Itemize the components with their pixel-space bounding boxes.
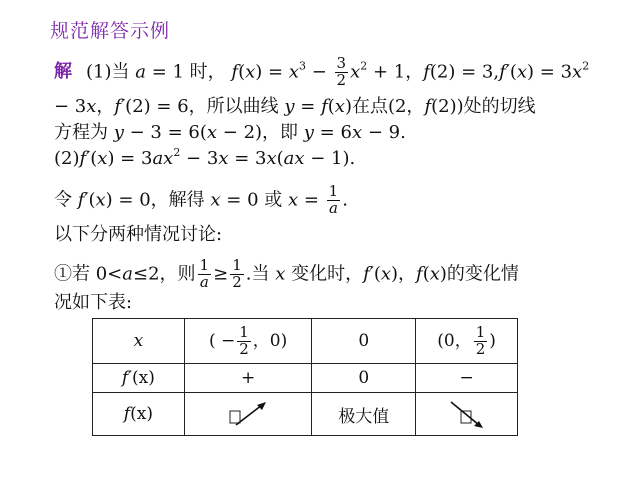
solution-marker: 解 xyxy=(54,61,72,83)
solution-line-6: 以下分两种情况讨论: xyxy=(54,224,223,245)
interval-left: ( − $\frac{1}{2}$ ，0) xyxy=(184,319,312,364)
table-row-x xyxy=(93,319,518,364)
sign-positive: + xyxy=(184,364,312,393)
fraction-one-over-a: $\frac{1}{a}$ xyxy=(199,256,210,291)
fraction-one-half: $\frac{1}{2}$ xyxy=(475,322,486,358)
row-label-x: x xyxy=(93,319,185,364)
solution-line-8: 况如下表: xyxy=(54,292,133,313)
solution-line-7: ①若 0<a≤2，则 $\frac{1}{a}$ ≥ $\frac{1}{2}$ .当 x 变化时，f′(x)，f(x)的变化情 xyxy=(54,256,519,291)
increasing-arrow-icon xyxy=(184,393,312,436)
fraction-one-half: $\frac{1}{2}$ xyxy=(232,256,242,291)
interval-right: (0， $\frac{1}{2}$ ) xyxy=(416,319,518,364)
solution-line-3: 方程为 y − 3 = 6(x − 2)，即 y = 6x − 9. xyxy=(54,122,406,143)
solution-line-5: 令 f′(x) = 0，解得 x = 0 或 x = $\frac{1}{a}$ . xyxy=(54,182,348,217)
fraction-three-halves: $\frac{3}{2}$ xyxy=(336,54,347,89)
solution-line-2: − 3x，f′(2) = 6，所以曲线 y = f(x)在点(2，f(2))处的切线 xyxy=(54,96,536,117)
section-heading: 规范解答示例 xyxy=(50,20,171,42)
local-maximum-label: 极大值 xyxy=(312,393,416,436)
solution-line-1: 解 (1)当 a = 1 时， $f(x) = x^3$ − $\frac{3}{2}$ $x^2 + 1$，$f(2) = 3,f'(x) = 3x^2$ xyxy=(54,54,590,89)
table-row-function xyxy=(93,393,518,436)
table-row-derivative xyxy=(93,364,518,393)
row-label-function: f(x) xyxy=(93,393,185,436)
decreasing-arrow-icon xyxy=(416,393,518,436)
sign-negative: − xyxy=(416,364,518,393)
variation-table xyxy=(92,318,518,436)
fraction-one-half: $\frac{1}{2}$ xyxy=(239,322,249,358)
solution-line-4: $(2)f'(x) = 3ax^2 - 3x = 3x(ax - 1)$. xyxy=(54,146,356,169)
fraction-one-over-a: $\frac{1}{a}$ xyxy=(328,182,339,217)
row-label-derivative: f′(x) xyxy=(93,364,185,393)
critical-point: 0 xyxy=(312,319,416,364)
sign-zero: 0 xyxy=(312,364,416,393)
